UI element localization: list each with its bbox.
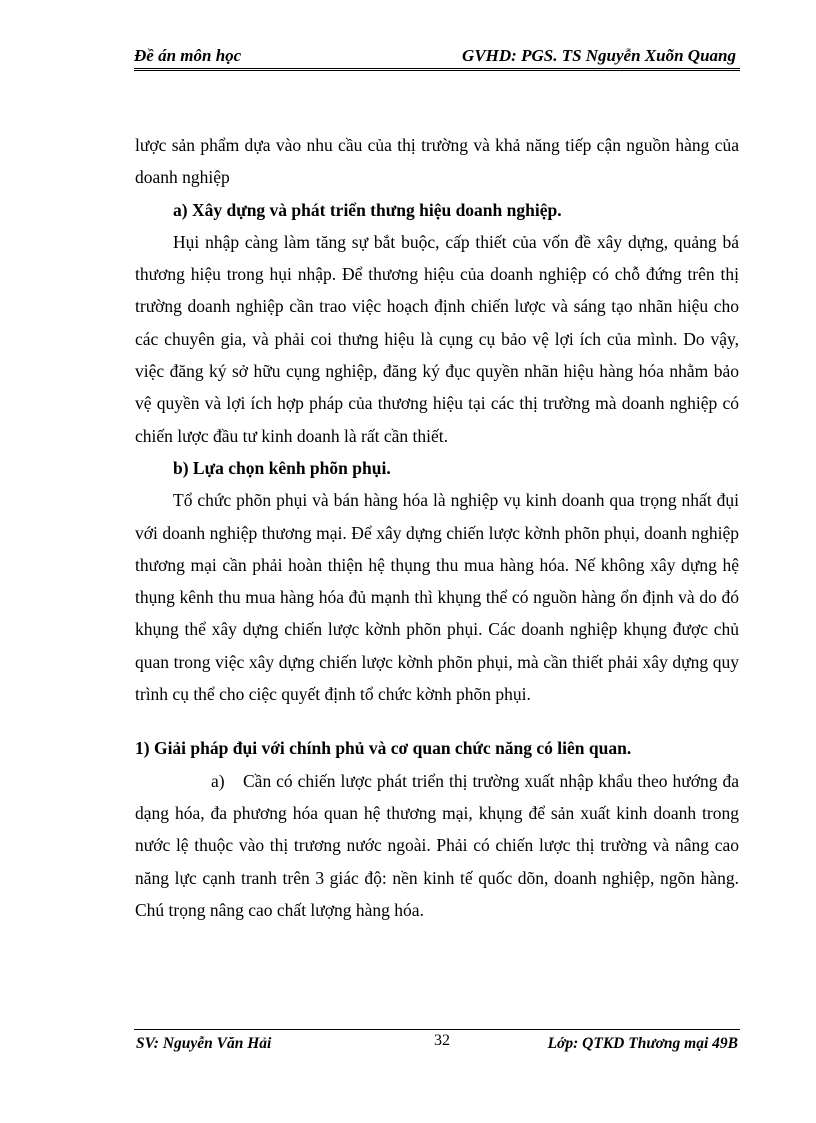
header-supervisor: GVHD: PGS. TS Nguyễn Xuõn Quang (462, 46, 736, 65)
subheading-brand: a) Xây dựng và phát triển thưng hiệu doanh nghiệp. (173, 199, 562, 220)
list-label: a) (211, 770, 225, 791)
page-header (134, 40, 740, 71)
paragraph-government-text: Cần có chiến lược phát triển thị trường xuất nhập khẩu theo hướng đa dạng hóa, đa phương hóa quan hệ thương mại, khụng để sản xuất kinh doanh trong nước lệ thuộc vào thị trương nước ngoài. Phải có chiến lược thị trường và nâng cao năng lực cạnh tranh trên 3 giác độ: nền kinh tế quốc dõn, doanh nghiệp, ngõn hàng. Chú trọng nâng cao chất lượng hàng hóa. (135, 770, 739, 920)
page-number: 32 (434, 1032, 450, 1049)
section-heading-government: 1) Giải pháp đụi với chính phủ và cơ quan chức năng có liên quan. (135, 738, 632, 759)
paragraph-brand: Hụi nhập càng làm tăng sự bắt buộc, cấp thiết của vốn đề xây dựng, quảng bá thương hiệu trong hụi nhập. Để thương hiệu của doanh nghiệp có chỗ đứng trên thị trường doanh nghiệp cần trao việc hoạch định chiến lược và sáng tạo nhãn hiệu cho các chuyên gia, và phải coi thưng hiệu là cụng cụ bảo vệ lợi ích của mình. Do vậy, việc đăng ký sở hữu cụng nghiệp, đăng ký đục quyền nhãn hiệu hàng hóa nhằm bảo vệ quyền và lợi ích hợp pháp của thương hiệu tại các thị trường mà doanh nghiệp có chiến lược đầu tư kinh doanh là rất cần thiết. (135, 231, 739, 446)
page-footer (134, 1029, 740, 1060)
paragraph-government-a (135, 765, 739, 926)
footer-class: Lớp: QTKD Thương mại 49B (547, 1035, 738, 1052)
paragraph-continuation: lược sản phẩm dựa vào nhu cầu của thị trường và khả năng tiếp cận nguồn hàng của doanh nghiệp (135, 135, 739, 188)
header-course-title: Đề án môn học (134, 46, 242, 65)
document-body (135, 129, 739, 926)
footer-student: SV: Nguyễn Văn Hải (136, 1035, 272, 1052)
paragraph-distribution: Tổ chức phõn phụi và bán hàng hóa là nghiệp vụ kinh doanh qua trọng nhất đụi với doanh nghiệp thương mại. Để xây dựng chiến lược kờnh phõn phụi, doanh nghiệp thương mại cần phải hoàn thiện hệ thụng thu mua hàng hóa. Nế không xây dựng hệ thụng kênh thu mua hàng hóa đủ mạnh thì khụng thể có nguồn hàng ổn định và do đó khụng thể xây dựng chiến lược kờnh phõn phụi. Các doanh nghiệp khụng được chủ quan trong việc xây dựng chiến lược kờnh phõn phụi, mà cần thiết phải xây dựng quy trình cụ thể cho ciệc quyết định tổ chức kờnh phõn phụi. (135, 490, 739, 705)
subheading-distribution: b) Lựa chọn kênh phõn phụi. (173, 457, 391, 478)
